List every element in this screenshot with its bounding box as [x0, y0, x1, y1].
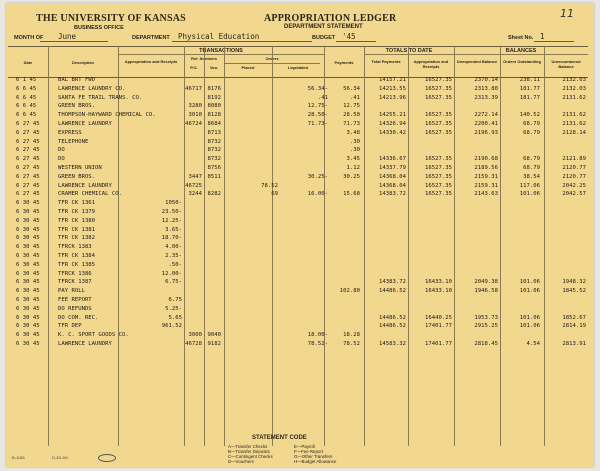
- cell-vou: 8176: [207, 85, 221, 92]
- cell-ub: 2189.56: [474, 165, 498, 171]
- cell-date: 6 30 45: [16, 288, 40, 295]
- cell-date: 6 30 45: [16, 314, 40, 321]
- cell-app: 1050-: [165, 200, 182, 207]
- cell-desc: LAWRENCE LAUNDRY: [58, 182, 112, 189]
- cell-desc: GREEN BROS.: [58, 173, 96, 180]
- cell-uu: 2131.62: [562, 112, 586, 119]
- col-placed: Placed: [241, 65, 255, 70]
- ledger-row: [6, 314, 594, 322]
- cell-date: 6 6 45: [16, 112, 37, 119]
- cell-ae: 16527.35: [425, 121, 452, 127]
- cell-date: 6 6 45: [16, 85, 37, 92]
- col-orders-outstanding: Orders Outstanding: [503, 59, 541, 64]
- cell-tp: 14486.52: [379, 314, 406, 321]
- cell-po: 46725: [185, 182, 202, 189]
- cell-uu: 2131.62: [562, 121, 586, 127]
- department-value: Physical Education: [178, 32, 260, 41]
- cell-tp: 14336.67: [379, 156, 406, 163]
- cell-tp: 14157.21: [379, 77, 406, 83]
- ledger-row: [6, 146, 594, 154]
- balances-rule: [454, 54, 588, 55]
- month-value: June: [58, 32, 77, 41]
- ledger-row: [6, 138, 594, 146]
- col-date: Date: [23, 60, 33, 65]
- ledger-row: [6, 278, 594, 286]
- cell-desc: TFR CK 1380: [58, 217, 96, 224]
- cell-app: 6.75: [168, 297, 182, 303]
- cell-desc: FEE REPORT: [58, 297, 92, 303]
- cell-vou: 9182: [207, 341, 221, 347]
- sheet-underline: [534, 41, 574, 42]
- cell-vou: 8128: [207, 112, 221, 119]
- cell-pay: 12.75: [343, 103, 360, 110]
- ledger-row: [6, 322, 594, 330]
- month-label: MONTH OF: [14, 35, 44, 41]
- cell-ub: 2370.14: [474, 77, 498, 83]
- cell-oo: 4.54: [526, 341, 540, 347]
- cell-oo: 68.79: [523, 129, 540, 136]
- ledger-row: [6, 199, 594, 207]
- cell-date: 6 27 45: [16, 165, 40, 171]
- cell-desc: TFRCK 1383: [58, 244, 92, 251]
- cell-date: 6 6 45: [16, 103, 37, 110]
- cell-ae: 16527.35: [425, 173, 452, 180]
- cell-desc: LAWRENCE LAUNDRY CO.: [58, 85, 126, 92]
- cell-tp: 14213.55: [379, 85, 406, 92]
- cell-liq: 30.25-: [307, 173, 328, 180]
- ledger-sheet: [6, 3, 594, 467]
- cell-app: 23.50-: [161, 209, 182, 215]
- cell-oo: 68.79: [523, 121, 540, 127]
- cell-oo: 140.52: [519, 112, 540, 119]
- cell-date: 6 30 45: [16, 323, 40, 330]
- cell-ae: 16433.10: [425, 279, 452, 286]
- cell-date: 6 30 45: [16, 297, 40, 303]
- cell-ae: 17401.77: [425, 341, 452, 347]
- col-description: Description: [71, 60, 94, 65]
- cell-po: 46724: [185, 121, 202, 127]
- page-number: 11: [560, 7, 574, 20]
- cell-ae: 16527.35: [425, 156, 452, 163]
- code-b: B—Transfer Deposits: [228, 449, 270, 454]
- cell-ae: 16433.10: [425, 288, 452, 295]
- cell-desc: TFR CK 1385: [58, 261, 96, 268]
- ledger-row: [6, 252, 594, 260]
- cell-date: 6 30 45: [16, 261, 40, 268]
- cell-date: 6 30 45: [16, 279, 40, 286]
- code-d: D—Vouchers: [228, 459, 254, 464]
- cell-pay: 1.12: [346, 165, 360, 171]
- cell-date: 6 30 45: [16, 217, 40, 224]
- cell-desc: SANTA FE TRAIL TRANS. CO.: [58, 94, 143, 101]
- cell-po: 3010: [188, 112, 202, 119]
- cell-date: 6 1 45: [16, 77, 37, 83]
- cell-vou: 8684: [207, 121, 221, 127]
- cell-oo: 101.06: [519, 314, 540, 321]
- form-number: B-1166: [12, 455, 25, 460]
- cell-desc: THOMPSON-HAYWARD CHEMICAL CO.: [58, 112, 156, 119]
- cell-po: 46717: [185, 85, 202, 92]
- cell-ae: 17401.77: [425, 323, 452, 330]
- cell-date: 6 30 45: [16, 209, 40, 215]
- cell-ub: 1953.73: [474, 314, 498, 321]
- ledger-row: [6, 111, 594, 119]
- ledger-row: [6, 182, 594, 190]
- sheet-label: Sheet No.: [508, 35, 534, 41]
- col-total-payments: Total Payments: [371, 59, 401, 64]
- cell-ae: 16527.35: [425, 77, 452, 83]
- cell-ub: 2190.68: [474, 156, 498, 163]
- ledger-row: [6, 331, 594, 339]
- col-unencumbered: Unencumbered Balance: [551, 59, 581, 69]
- cell-vou: 8732: [207, 156, 221, 163]
- cell-tp: 14326.94: [379, 121, 406, 127]
- cell-desc: LAWRENCE LAUNDRY: [58, 121, 112, 127]
- cell-vou: 9040: [207, 332, 221, 339]
- ledger-subtitle: DEPARTMENT STATEMENT: [284, 24, 363, 30]
- budget-label: BUDGET: [312, 35, 336, 41]
- cell-uu: 1845.52: [562, 288, 586, 295]
- transactions-rule: [118, 54, 324, 55]
- col-ref-po: P.O.: [190, 65, 198, 70]
- cell-app: 6.75-: [165, 279, 182, 286]
- cell-date: 6 27 45: [16, 191, 40, 198]
- col-orders: Orders: [265, 56, 279, 61]
- cell-uu: 2121.89: [562, 156, 586, 163]
- cell-tp: 14368.04: [379, 173, 406, 180]
- ledger-row: [6, 296, 594, 304]
- cell-oo: 181.77: [519, 94, 540, 101]
- cell-placed: 78.52: [261, 182, 278, 189]
- ledger-row: [6, 287, 594, 295]
- cell-app: 5.25-: [165, 305, 182, 312]
- ledger-row: [6, 261, 594, 269]
- sheet-value: 1: [540, 32, 545, 41]
- cell-vou: 8511: [207, 173, 221, 180]
- cell-po: 3280: [188, 103, 202, 110]
- cell-pay: .41: [349, 94, 360, 101]
- cell-vou: 8282: [207, 191, 221, 198]
- cell-tp: 14255.21: [379, 112, 406, 119]
- cell-desc: CRAMER CHEMICAL CO.: [58, 191, 122, 198]
- cell-date: 6 27 45: [16, 147, 40, 154]
- cell-desc: TELEPHONE: [58, 138, 89, 145]
- cell-oo: 68.79: [523, 156, 540, 163]
- cell-vou: 8732: [207, 147, 221, 154]
- col-liquidated: Liquidated: [287, 65, 309, 70]
- cell-desc: BAL BRT FWD: [58, 77, 96, 83]
- cell-date: 6 30 45: [16, 270, 40, 277]
- cell-desc: TFR DEP: [58, 323, 82, 330]
- business-office: BUSINESS OFFICE: [74, 25, 124, 31]
- cell-desc: DO COM. REC.: [58, 314, 99, 321]
- cell-pay: 78.52: [343, 341, 360, 347]
- cell-ub: 2159.31: [474, 173, 498, 180]
- cell-oo: 181.77: [519, 85, 540, 92]
- department-underline: [172, 41, 312, 42]
- group-transactions: TRANSACTIONS: [199, 48, 243, 54]
- cell-ub: 2143.63: [474, 191, 498, 198]
- cell-tp: 14213.96: [379, 94, 406, 101]
- cell-oo: 101.06: [519, 323, 540, 330]
- cell-date: 6 30 45: [16, 341, 40, 347]
- cell-oo: 117.06: [519, 182, 540, 189]
- ledger-row: [6, 85, 594, 93]
- cell-uu: 2132.03: [562, 85, 586, 92]
- cell-liq: 12.75-: [307, 103, 328, 110]
- ledger-row: [6, 173, 594, 181]
- cell-ub: 2049.38: [474, 279, 498, 286]
- cell-date: 6 27 45: [16, 182, 40, 189]
- totals-rule: [364, 54, 454, 55]
- cell-po: 3000: [188, 332, 202, 339]
- cell-ae: 16527.35: [425, 112, 452, 119]
- code-f: F—Fee Report: [294, 449, 324, 454]
- cell-ub: 2818.45: [474, 341, 498, 347]
- col-unexpended: Unexpended Balance: [456, 59, 498, 64]
- code-h: H—Budget Allowance: [294, 459, 337, 464]
- cell-tp: 14337.79: [379, 165, 406, 171]
- cell-ub: 2196.93: [474, 129, 498, 136]
- cell-pay: 3.48: [346, 129, 360, 136]
- ledger-row: [6, 155, 594, 163]
- cell-oo: 101.06: [519, 288, 540, 295]
- cell-pay: .30: [349, 138, 360, 145]
- cell-uu: 2042.25: [562, 182, 586, 189]
- cell-desc: DO: [58, 156, 65, 163]
- cell-uu: 2131.62: [562, 94, 586, 101]
- cell-ub: 2915.25: [474, 323, 498, 330]
- cell-date: 6 30 45: [16, 305, 40, 312]
- col-ref-numbers: Ref. Numbers: [190, 56, 217, 61]
- cell-app: 12.00-: [161, 270, 182, 277]
- union-label-mark: [98, 454, 116, 462]
- cell-uu: 2814.19: [562, 323, 586, 330]
- ledger-row: [6, 190, 594, 198]
- cell-liq: 71.73-: [307, 121, 328, 127]
- col-appropriation: Appropriation and Receipts: [124, 59, 178, 64]
- budget-value: '45: [342, 32, 356, 41]
- cell-liq: 18.00-: [307, 332, 328, 339]
- ledger-row: [6, 208, 594, 216]
- col-appropriation-totals: Appropriation and Receipts: [413, 59, 449, 69]
- cell-uu: 2042.57: [562, 191, 586, 198]
- cell-liq: 16.00-: [307, 191, 328, 198]
- cell-app: 4.00-: [165, 244, 182, 251]
- cell-app: .50-: [168, 261, 182, 268]
- col-ref-vou: Vou.: [209, 65, 219, 70]
- ledger-row: [6, 102, 594, 110]
- cell-date: 6 27 45: [16, 156, 40, 163]
- ledger-row: [6, 217, 594, 225]
- cell-app: 961.52: [161, 323, 182, 330]
- cell-placed: 69: [271, 191, 278, 198]
- cell-date: 6 30 45: [16, 235, 40, 242]
- cell-uu: 2120.77: [562, 173, 586, 180]
- ledger-row: [6, 243, 594, 251]
- cell-pay: 15.68: [343, 191, 360, 198]
- cell-liq: 56.34-: [307, 85, 328, 92]
- cell-desc: TFRCK 1387: [58, 279, 92, 286]
- ledger-row: [6, 270, 594, 278]
- cell-tp: 14486.52: [379, 323, 406, 330]
- cell-ae: 16527.35: [425, 182, 452, 189]
- cell-tp: 14383.72: [379, 191, 406, 198]
- cell-ae: 16527.35: [425, 191, 452, 198]
- print-code: D-45-1M: [52, 455, 68, 460]
- cell-po: 3244: [188, 191, 202, 198]
- cell-uu: 2132.03: [562, 77, 586, 83]
- university-name: THE UNIVERSITY OF KANSAS: [36, 13, 186, 24]
- cell-pay: 71.73: [343, 121, 360, 127]
- ledger-row: [6, 120, 594, 128]
- cell-oo: 238.11: [519, 77, 540, 83]
- cell-desc: TFR CK 1379: [58, 209, 96, 215]
- cell-ub: 2272.14: [474, 112, 498, 119]
- cell-vou: 8080: [207, 103, 221, 110]
- cell-oo: 38.54: [523, 173, 540, 180]
- cell-tp: 14486.52: [379, 288, 406, 295]
- cell-pay: 56.34: [343, 85, 360, 92]
- cell-app: 3.65-: [165, 226, 182, 233]
- code-a: A—Transfer Checks: [228, 444, 268, 449]
- cell-liq: 28.50-: [307, 112, 328, 119]
- group-balances: BALANCES: [505, 48, 537, 54]
- cell-date: 6 30 45: [16, 332, 40, 339]
- budget-underline: [336, 41, 376, 42]
- cell-ub: 2159.31: [474, 182, 498, 189]
- cell-vou: 8192: [207, 94, 221, 101]
- cell-desc: K. C. SPORT GOODS CO.: [58, 332, 129, 339]
- cell-ub: 2200.41: [474, 121, 498, 127]
- col-payments: Payments: [334, 60, 354, 65]
- month-underline: [40, 41, 108, 42]
- cell-app: 2.35-: [165, 253, 182, 259]
- cell-po: 46728: [185, 341, 202, 347]
- cell-date: 6 27 45: [16, 129, 40, 136]
- cell-date: 6 6 45: [16, 94, 37, 101]
- cell-tp: 14330.42: [379, 129, 406, 136]
- cell-vou: 8756: [207, 165, 221, 171]
- cell-ae: 16440.25: [425, 314, 452, 321]
- cell-pay: .30: [349, 147, 360, 154]
- ledger-row: [6, 226, 594, 234]
- cell-oo: 68.79: [523, 165, 540, 171]
- ledger-row: [6, 164, 594, 172]
- cell-tp: 14583.32: [379, 341, 406, 347]
- ledger-row: [6, 305, 594, 313]
- cell-vou: 8732: [207, 138, 221, 145]
- cell-po: 3447: [188, 173, 202, 180]
- cell-uu: 1852.67: [562, 314, 586, 321]
- cell-ae: 16527.35: [425, 165, 452, 171]
- cell-desc: TFR CK 1381: [58, 226, 96, 233]
- ledger-row: [6, 340, 594, 348]
- code-e: E—Payroll: [294, 444, 315, 449]
- cell-app: 12.25-: [161, 217, 182, 224]
- cell-desc: DO: [58, 147, 65, 154]
- cell-uu: 2813.91: [562, 341, 586, 347]
- cell-date: 6 27 45: [16, 121, 40, 127]
- cell-vou: 8713: [207, 129, 221, 136]
- ledger-row: [6, 94, 594, 102]
- cell-tp: 14368.04: [379, 182, 406, 189]
- ledger-title: APPROPRIATION LEDGER: [264, 13, 397, 24]
- cell-desc: LAWRENCE LAUNDRY: [58, 341, 112, 347]
- cell-desc: DO REFUNDS: [58, 305, 92, 312]
- cell-app: 5.65: [168, 314, 182, 321]
- code-g: G—Other Transfers: [294, 454, 333, 459]
- cell-pay: 30.25: [343, 173, 360, 180]
- cell-uu: 2128.14: [562, 129, 586, 136]
- cell-ae: 16527.35: [425, 85, 452, 92]
- code-c: C—Contingent Checks: [228, 454, 273, 459]
- cell-app: 18.70-: [161, 235, 182, 242]
- cell-uu: 2120.77: [562, 165, 586, 171]
- cell-pay: 102.80: [339, 288, 360, 295]
- cell-desc: EXPRESS: [58, 129, 82, 136]
- cell-desc: TFR CK 1384: [58, 253, 96, 259]
- group-totals: TOTALS TO DATE: [385, 48, 433, 54]
- cell-ub: 2313.39: [474, 94, 498, 101]
- cell-oo: 101.06: [519, 191, 540, 198]
- cell-date: 6 30 45: [16, 244, 40, 251]
- cell-ub: 1946.58: [474, 288, 498, 295]
- cell-date: 6 27 45: [16, 173, 40, 180]
- cell-date: 6 30 45: [16, 200, 40, 207]
- cell-liq: 78.52-: [307, 341, 328, 347]
- cell-pay: 28.50: [343, 112, 360, 119]
- cell-desc: TFRCK 1386: [58, 270, 92, 277]
- ledger-row: [6, 76, 594, 84]
- cell-oo: 101.06: [519, 279, 540, 286]
- ledger-row: [6, 234, 594, 242]
- cell-desc: GREEN BROS.: [58, 103, 96, 110]
- cell-tp: 14383.72: [379, 279, 406, 286]
- cell-ae: 16527.35: [425, 129, 452, 136]
- cell-desc: PAY ROLL: [58, 288, 85, 295]
- cell-pay: 18.28: [343, 332, 360, 339]
- cell-desc: WESTERN UNION: [58, 165, 102, 171]
- department-label: DEPARTMENT: [132, 35, 170, 41]
- cell-pay: 3.45: [346, 156, 360, 163]
- cell-desc: TFR CK 1361: [58, 200, 96, 207]
- ledger-row: [6, 129, 594, 137]
- cell-desc: TFR CK 1382: [58, 235, 96, 242]
- cell-date: 6 30 45: [16, 253, 40, 259]
- cell-date: 6 27 45: [16, 138, 40, 145]
- cell-date: 6 30 45: [16, 226, 40, 233]
- cell-uu: 1948.32: [562, 279, 586, 286]
- cell-liq: .41: [317, 94, 328, 101]
- cell-ae: 16527.35: [425, 94, 452, 101]
- statement-code-title: STATEMENT CODE: [252, 435, 307, 441]
- cell-ub: 2313.80: [474, 85, 498, 92]
